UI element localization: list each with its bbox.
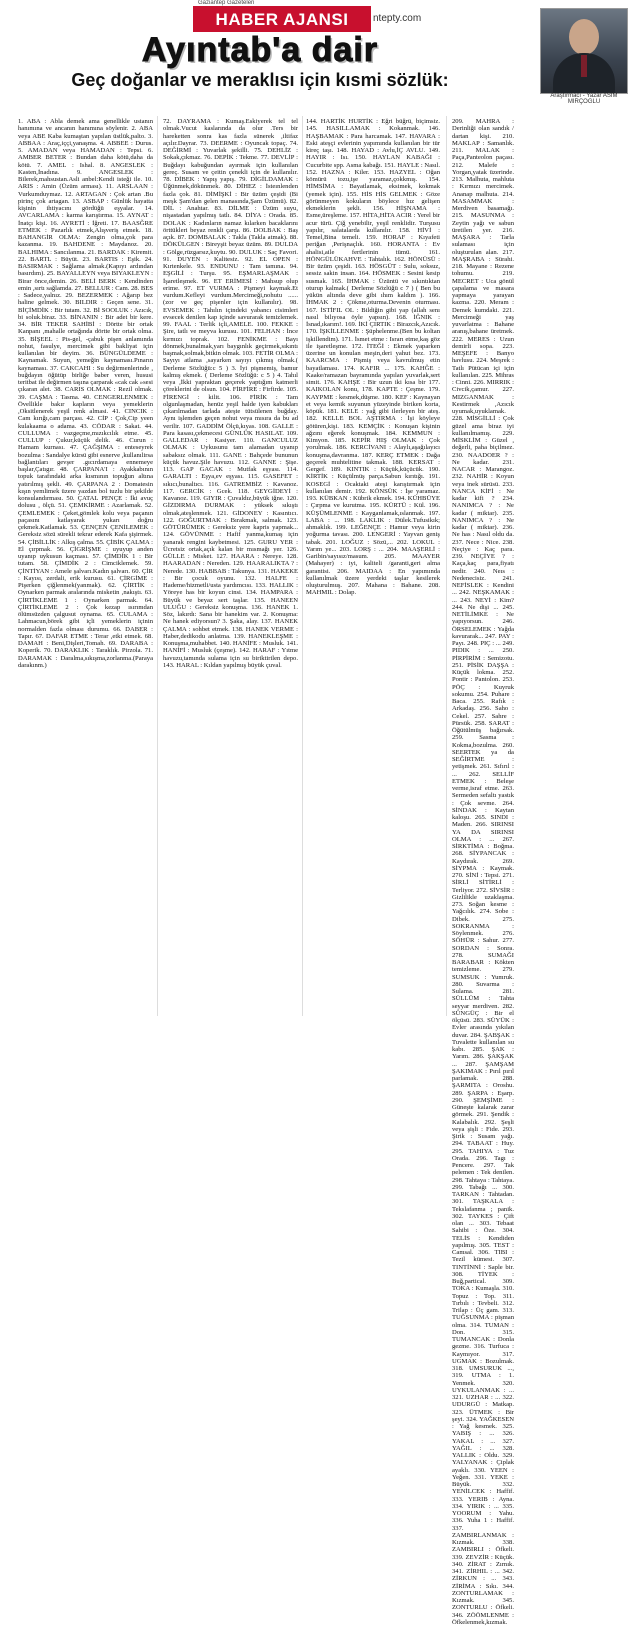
glossary-text: 144. HARTİK HURTİK : Eğri büğrü, biçimsiz. 145. HASILLAMAK : Kokanmak. 146. HAŞBAMAK : Para harcamak. 147. HAVARA : Eski ateşçi evlerinin yapımında kullanılan bir tür kireç taşı. 148. HAYAD : Avlu,İÇ AVLU. 149. HAYIR : Isı. 150. HAYLAN KABAĞI : Cucurbite spp. Asma kabağı. 151. HAYLE : Nasıl. 152. HAZNA : Kiler. 153. HAZYEL : Oğan kömürü tozu,işe yaramaz,çokkmış. 154. HİMSİMA : Bayatlamak, eksimek, kokmak (yemek için). 155. HİS HİS GELMEK : Göze görünmeyen kokuların böylece hız gelişen ekmeklerin şekli. 156. HİŞNAMA : Esme,üreşleme. 157. HİTA,HİTA ACIR : Yerel bir acur türü. Çiğ yenebilir, yeşil renklidir. Turşusu yapılır, salatalarda kullanılır. 158. HİVİ : Temel,Bina temeli. 159. HORAF : Kıyafeti periğan ,Perişnaçlık. 160. HORANTA : Ev ahalisi,aile fertlerinin tümü. 161. HÖNGÜLÜKAHVE : Tahtalık. 162. HÖNÜSÜ : Bir üzüm çeşidi. 163. HÖSGÜT : Sulu, soksuz, sessiz sakin insan. 164. HÖSMEK : Sesini kesip susmak. 165. İHMAK : Üzüntü ve sıkıntıktan oturup kalmak.( Derleme Sözlüğü c 7 ) ( Ben bu yükün altında deve gibi ıhım kaldım ). 166. İHMAK 2 : Çökme,oturma.Devenin oturması. 167. İSTİFIL OL : Bildiğin gibi yap (allah senı nasıl bilıyosa öyle yapsın). 168. İĞNIK : İsnad,ıkarım!. 169. İKİ ÇIRTIK : Birazcık,Azıcık. 170. İŞKİLLENME : Şüphelenme.(Ben bu koltan işkillendim). 171. İsmet etme : Israrı etme,kaş göz ile işaretleşme. 172. İTEĞİ : Ekmek yaparken üzerine un konulan meşin,deri yahut bez. 173. KAARCMA : Pişmiş veya kavrulmuş etin bayatlaması. 174. KAFIR ... 175. KAHĞE : Kaake/ramazan bayramında yapılan yuvarlak,sert simit. 176. KAHŞE : Bir uzun iki kısa bir 177. KAIKOLAN konu, 178. KAPTE : Çeşme. 179. KAYPME : kesmek,düşme. 180. KEF : Kaynayan et veya kemik suyunun yüzeyinde biriken korta, köpük. 181. KELE : yağ gibi ilerleyen bir ateş. 182. KELLE BOL AŞTIRMA : İşi köyleye götüren,kişi. 183. KEMÇİK : Konuşan kişinin ağzını eğerek konuşmak. 184. KEMMUN : Kimyon. 185. KEPİR HIŞ OLMAK : Çok yorulmak. 186. KERCİVANI : Alaylı,aşağılayıcı konuşma,davranma. 187. KERÇ ETMEK : Dağa geçerek muhtelitine takmak. 188. KERSAT : Gergef. 189. KINTIK : Küçük,küçücük. 190. KİRTİK : Küçülmüş parça.Sabun kırıtığı. 191. KOSEGİ : Ocaktaki ateşi karıştırmak için kullanılan demir. 192. KÖNSÜK : İşe yaramaz. 193. KÜBKAN : Kübrik ekmek. 194. KÜHBÜYE : Çırpma ve kurutma. 195. KÜRTÜ : Kül. 196. KÜŞÜMLENME : Kayganlamak,ıslanmak. 197. LABA : ... 198. LAKLIK : Dülek.Tufusikık; ahmaklık. 199. LEĞENÇE : Hamur veya kirin yoğurma tavası. 200. LENGERİ : Yayvan geniş tabak. 201. LOĞUZ : Sözü,... 202. LOKUL : Yarım ye... 203. LORŞ : ... 204. MAAŞERLİ : Garibin/sayısız/masum. 205. MAAYER (Mahayer) : iyi, kaliteli /garanti,geri alma garantisi. 206. MAIDAA : En yapımında kullanılmak üzere yerdeki taşlar kesilerek oluşturulmuş. 207. Mahana : Bahane. 208. MAHMIL : Dolap. xyxy=(306,118,440,597)
masthead xyxy=(0,0,643,104)
column-divider xyxy=(157,116,158,1016)
author-caption: Araştırmacı - Yazar ASIM MIRÇOGLU xyxy=(550,93,618,105)
page-title: Ayıntab'a dair xyxy=(141,31,379,69)
author-photo xyxy=(540,8,628,94)
glossary-text: 72. DAYRAMA : Kumaş.Eskiyerek tel tel olmak.Vucut kaslarında da olur .Ters bir hareketten sonra kas fazla sünerek ,iltifaz açılır.Dayrar. 73. DEERME : Oyuncak topaç. 74. DEĞİRMİ : Yuvarlak şekilli. 75. DEHLİZ : Sokak,çıkmaz. 76. DEPİK : Tekme. 77. DEVLİP : Buğdayı kabuğundan ayırmak için kullanılan gereç. Susam ve çeitin çenekli için de kullanılır. 78. DİBEK : Yapış yapış. 79. DİGİLDAMAK : Üğünmek,dökünmek. 80. DİHEZ : İsteınlenden fazla çok. 81. DİMİŞKİ : Bir üzüm çeşidi (Bi meşk Şam'dan gelen manasında,Şam Üzümü). 82. DİL : Anahtar. 83. DİLME : Üzüm suyu, nişastadan yapılmış tatlı. 84. DİYA : Orada. 85. DOLAK : Kadınların namaz kılarken bacaklarını örttükleri beyaz renkli çarşı. 86. DOLBAK : Baş açık. 87. DOMBALAK : Takla (Takla atmak). 88. DÖKÜLGEN : Bireyşit beyaz üzüm. 89. DULDA : Gölge,rüzgarsız,kuytu. 90. DULUK : Saç Favori. 91. DUYEN : Kalitesiz. 92. EL OPEN : Kırtenkele. 93. ENDUNU : Tam tamına. 94. EŞGİLİ : Turşu. 95. EŞMARLAŞMAK : İşaretleşmek. 96. ET ERİMESİ : Mahsup olup erime. 97. ET VURMA : Pişmeyi kaymak.Et vurdum.Kefleyi vurdum.Mercimeği,nohutu ......(zor ve geç pişenler için kullanılır). 98. EVSEMEK : Tahılın içindeki yabancı cisimleri evsecek denilen kap içinde savurarak temizlemek. 99. FAAL : Terlik içli,AMELE. 100. FEKKE : Şire, tatlı ve meyva kurusu. 101. FELHAN : İnce kırmızı toprak. 102. FENİKME : Bayı dönmek,bunalmak,yarı baygınlık geçirmek,sıkıntı başmak,solmak,bitkin olmak. 103. FETİR OLMA : Sayıyı atlama ,sayarken sayıyı çıkmış olmak.( Derleme Sözlüğü:c 5 ) 3. İyi pişmemiş, bamur kalmış ekmek. ( Derleme Sözlüğü: c 5 ) 4. Tahıl veya ,İkki yapraktan geçerek yaptığım katmerli çöreklerini de olsun. 104. FİRFİRE : Firfirde. 105. FİRENGİ : kilit. 106. FİRİK : Tam olgunlaşmadan, henüz yeşil halde iyen kabukları çıkarılmadan tarlada ateşte tütsülenen buğday. Aynı işlemden geçen nohut veya mısıra da bu ad verilir. 107. GADDİM Ölçü,kıyas. 108. GALLE : Para kasası,çekmecesi GÜNLÜK HASILAT. 109. GALLEDAR : Kasiyer. 110. GANCULUZ OLMAK : Uykusunu tam alamadan uyanıp sabaksız olmak. 111. GANE : Bahçede bununun küçük havuz.Şile havuzu. 112. GANNE : Şişe. 113. GAP GACAK : Mutfak eşyası. 114. GARALTI : Eşya,ev eşyası. 115. GASEFET : sıkıcı,bunaltıcı. 116. GATREMBİZ : Kavanoz. 117. GERCİK : Gcek. 118. GEYGİDEYİ : Kavanoz. 119. GIYIR : Çuvaldız,büyük iğne. 120. GİZDIRMA DURMAK : yüksek sıkıştı olmak,ateşlenmek. 121. GİDONEY : Kasıntıcı. 122. GOĞURTMAK : Bırakmak, salmak. 123. GÖTÜRÜMEK : Gereksiz yere kapris yapmak... 124. GÖVÜNME : Hafif yanma,kumaş için yanarak rengini kaybetmesi. 125. GURU YER : Ücretsiz ortak,açık kalan bir mısmağı yer. 126. GÜLLE : Misket. 127. HAARA : Nereye. 128. HAARADAN : Nereden. 129. HAARALIKTA ? : Nerede. 130. HABBAB : Takunya. 131. HAKEKE : Bir çocuk oyunu. 132. HALFE : Hademe/hizmetli/usta yardımcısı. 133. HALLIK : Yöreye has bir koyun cinsi. 134. HAMPARA : Büyük ve beyaz sert taşlar. 135. HANEEN ULUĞU : Gereksiz konuşma. 136. HANEK 1. Söz, lakırdı: Sana bir hanekim var. 2. Konuşma: Ne hanek ediyorsun? 3. Şaka, alay. 137. HANEK ÇALMA : sohbet etmek. 138. HANEK VERME : Haber,dedikodu anlatma. 139. HANEKLEŞME : Konuşma,muhabbet. 140. HANİFE : Musluk. 141. HANİFİ : Musluk (çeşme). 142. HARAF : Yıtme havuzu,tamında sulama için su biriktirilen depo. 143. HARAL : Kıldan yapılmış büyük çuval. xyxy=(163,118,298,669)
glossary-text: 1. ABA : Abla demek ama genellikle ustanın hanımına ve ancanın hanımına söylenir. 2. ABA veya ABE Kaba kumaştan yapılan üstlük,palto. 3. ABBAA : Araç,iççi,yanaşma. 4. ABBEE : Durus. 5. AMADAN veya HAMADAN : Tepsi. 6. AMBER BETER : Bundan daha kötü,daha da kötü. 7. AMEL : Ishal. 8. ANGESLEK : Kasten,İnadına. 9. ANGESLEK : Bilerek,mahsustan.Asli anbel:Kendi isteği ile. 10. ARIS : Amin (Üzüm arması). 11. ARSLAAN : Vurkumduymaz. 12. ARTAGAN : Çok artan .Bu pirinç çok artagan. 13. ASBAP : Günlük hayatta kişinin ihtiyacını gördüğü eşyalar. 14. AVCARLAMA : karma karıştırma. 15. AYNAT : İnatçı kişi. 16. AYRETİ : İğreti. 17. BAASĞRE ETMEK : Pazarlık etmek,Alışveriş etmek. 18. BAHANGİR OLMA: Zengin olma,çok para kazanma. 19. BAHDENE : Maydanoz. 20. BALHIMA : Sancılanma. 21. BARDAK : Kiremit. 22. BARTL : Büyüt. 23. BARTIS : Eşik. 24. BASIRMAK : Sağlama almak.(Kapıyı ardından basırdım). 25. BAYALLEYN veya BIYAKLEYN : Birar önce,demin. 26. BELİ BERK : Kendinden emin ,sırtı sağlamda. 27. BELLUR : Cam. 28. BES : Sadece,yalnız. 29. BEZERMEK : Ağarıp bez haline gelmek. 30. BILDIR : Geçen sene. 31. BİÇİMDİK : Bir tutam. 32. Bİ SOOLUK : Azıcık, bi soluk.biraz. 33. BİNANIN : Bir adet bir kere. 34. BİR TEKER SAHİBİ : Dörtte bir ortak Kanpanı ,mahalle ortağında dörtte bir ortak olma. 35. BİŞEEL : Pis-gel, -çabuk pişen anlamında nohut, fasulye, mercimek gibi bakliyat için kullanılan bir deyim. 36. BÜNGÜLDEME : Kaynamak. Suyun, yemeğin kaynaması.Pınarın kaynaması. 37. CAKCAHI : Su değirmenlerinde , buğdayın öğütüp birliğe baber veren, hususi teritbat ile değirmen taşına çarparak «cak cak »sesi çıkaran alet. 38. CARIS OLMAK : Rezil olmak. 39. CAŞMA : Tasma. 40. CENGERLENMEK : Övellikle bakır kapların veya yemeklerin ,Oksitlenerek yeşil renk almasi. 41. CINCIK : Cam kırığı,cam parçası. 42. CİP : Çok,Cip yeen kulakaama o adama. 43. CÖDAR : Sakat. 44. CULLUMA : vazgeçme,mızıkcılık etme. 45. CULLUP : Çukur,küçük delik. 46. Curun : Hamam kurnası. 47. ÇAĞŞIMA : enteseyrek bozulma : Sandalye kürsü gibi esnerve ,kullanılirsa bağlantıları gevşer .gıcırdamaya ennemeye başlar,Çatıgır. 48. ÇARPANA'I : Ayakkabının topuk tarafındaki arka kısmının topuğun altına yatırılmış şekli. 49. ÇARPANA 2 : Domatesin kışın yemlimek üzere yazdan bol tuzlu bir şekilde konsulandırması. 50. ÇATAL PENÇE : İki avuç dolusu , ölçü. 51. ÇEMKİRME : Azarlamak. 52. ÇEMLEMEK : Çeket,gömlek kolu veya paçanın paçasını katlayarak yukarı doğru çekmek.Katlamak. 53. ÇENÇEN ÇENİLEMEK : Gereksiz sözü sürekli tekrar ederek Kafa şişirmek. 54. ÇİBİLLİK : Alkış çalma. 55. ÇİBİK ÇALMA : El çırpmak. 56. ÇİGRİŞME : uyuyup anden uyanıp uykusun kaçması. 57. ÇİMDİK 1 : Bir tutam. 58. ÇİMDİK 2 : Cimciklemek. 59. ÇİNTİYAN : Amele şalvarı.Kadın şalvarı. 60. ÇİR : Kayısı, zerdali, erik kurusu. 61. ÇİRGİME : Pişerken çiğlenmek(yanmak). 62. ÇİRTİK : Oynarken parmak aralarında misketin ,nakıştı. 63. ÇİRTİKLEME 1 : Oynarken parmak. 64. ÇİRTİKLEME 2 : Çok kezap ısırımdan ölümsüzden çalgusut oynama. 65. CULAMA : Lahmacun,börek gibi içli yemeklerin içinin normalden fazla olması durumu. 66. DABER : Tapır. 67. DAFAR ETME : Terar ,etki etmek. 68. DAMAH : Beni,Dişleri,Tomah. 69. DARABA : Koperik. 70. DARAKLIK : Taraklık. Pirzola. 71. DARAMAK : Daralma,sıkışma,zorlanma.(Paraya darakınm.) xyxy=(18,118,153,669)
glossary-column-3 xyxy=(306,118,440,1016)
glossary-column-1 xyxy=(18,118,153,1016)
glossary-column-2 xyxy=(163,118,298,1016)
author-tie xyxy=(581,55,587,77)
author-head xyxy=(569,19,599,55)
page-subtitle: Geç doğanlar ve meraklısı için kısmi sözlük: xyxy=(71,70,449,90)
glossary-column-4 xyxy=(452,118,514,1626)
column-divider xyxy=(302,116,303,1016)
column-divider xyxy=(446,116,447,1016)
brand-logo[interactable]: HABER AJANSI xyxy=(193,6,371,32)
brand-url[interactable]: ntepty.com xyxy=(373,13,422,24)
brand-tagline: Gaziantep Gazeteleri xyxy=(198,0,255,6)
glossary-text: 209. MAHRA : Derinliği olan sandık / dartan kişi. 210. MAKLAP : Samanlık. 211. MALAK : Paça,Panteolon paçası. 212. Malefe : Yorgan,yatak üzerinde. 213. Malhuta, mahluta : Kırmızı mercimek. Ananap malhuta. 214. MASAMMAK : Merdiven basamağı. 215. MASUNMA : Zeytin yağı ve sabun üretilen yer. 216. MAŞARA : Tarla sulaması için oluşturulan alan. 217. MAŞRABA : Sürahi. 218. Mayane : Rezene tohumu. 219. MECRET : Uca gönül çapalama ve masara yapmaya yarayan kazma. 220. Meram : Demek kumdaki. 221. Mercimeği yaş yuvarlatma : Bahane aranış,bahane üretmek. 222. MERES : Uzun demirli sopa. 223. MEŞEFE : Banyo havlusu. 224. Meşrek : Tatlı Pütücan içi için kullanılan. 225. Mihras : Cinni. 226. MIRRIK : Civcik,çamur. 227. MIZGANMAK : Kestirmek ,Azıcık uyumak,uyuklamak. 228. MİSGİLLİ : Çok güzel ama biraz iyi kullanılmamış. 229. MİSKLİM : Güzel , değerli, paha biçilmez. 230. NAADOER ? : Ne kadar. 231. NACAR : Marangoz. 232. NAHİR : Koyun veya inek sürüsü. 233. NANCA KİFİ : Ne kadar kifi ? 234. NANIMCA ? : Ne kadar ( miktar). 235. NANIMCA ? : Ne kadar ( miktar). 236. Ne has : Nasıl oldu da. 237. Nece : Nice. 238. Neçiye : Kaç para. 239. NEÇİYE ? : Kaça,kaç para,fiyatı nedir. 240. Neıs : Nedenecisiz. 241. NEFİSLEK : Kendini ... 242. NEŞKAMAK : ... 243. NEYİ : Kim? 244. Ne dişi ... 245. NETİLİMKE : Ne yapıyorsun. 246. ÖRSELEMEK : Yağda kavurarak... 247. PAY : Payı. 248. PIÇ : ... 249. PIDIK : ... 250. PİRPİRİM : Semizotu. 251. PİSİK DAŞŞA : Küçük lokma. 252. Pontir : Pantolon. 253. PÖÇ : Kuyruk sokumu. 254. Puhare : Baca. 255. Rafık : Arkadaş. 256. Saho : Cekel. 257. Sahre : Pürsük. 258. SARAT : Öğütülmüş bağırsak. 259. Sasma : Kokma,bozulma. 260. SEERTEK ya da SEĞİRTME : yetişmek. 261. Sıfırıl : ... 262. SELLİF ETMEK : Beleşe verme,israf etme. 263. Sermeden sefaltı yastık : Çok sevme. 264. SİNDAK : Kaytan kaloşu. 265. SINDI : Maden. 266. SIRINSI YA DA SIRINSI OLMA : ... 267. SİRKTİMA : Boğma. 268. SİYPANCAK : Kaydırak. 269. SİYPMA : Kaymak. 270. SİNİ : Tepsi. 271. SİRLİ SİTİRLİ : Terliyor. 272. SİVSİR : Gizlilikle uzaklaşma. 273. Soğan kesme : Yağcılık. 274. Sobe : Dibek. 275. SOKRANMA : Söylenmek. 276. SÖHÜR : Sahur. 277. SORDAN : Sonra. 278. SUMAĞI BARABAR : Kökten temizleme. 279. SUMSUK : Yumruk. 280. Suvarma : Sulama. 281. SÜLLÜM : Tahta seyyar merdiven. 282. SÜNGÜÇ : Bir el ölçüsü. 283. SÜYÜK : Evler arasında yıkılan duvar. 284. ŞABŞAK : Tuvalette kullanılan su kabı. 285. ŞAK : Yarım. 286. ŞAKŞAK ... 287. ŞAMŞAM ŞAKIMAK : Pırıl pırıl parlamak. 288. ŞARMITA : Oroshu. 289. ŞARPA : Eşarp. 290. ŞEMŞİME : Güneşte kalarak zarar görmek. 291. Şendik : Kalabalık. 292. Şeşli veya şişli : Fide. 293. Şirik : Susam yağı. 294. TABAAT : Huy. 295. TAHIYA : Tuz Orada. 296. Tagı : Pencere. 297. Tak pelemen : Tek denilen. 298. Tahtaya : Tahtaya. 299. Tabağı ... 300. TARKAN : Tahtadan. 301. TAŞKALA : Tekslafanma ; panik. 302. TAYKES : Çift olan ... 303. Tebaat Sahibi : Öze. 304. TELİS : Kendiden yapılmış. 305. TEST : Camsal. 306. TIBI : Tezil kümesi. 307. TINTİNNİ : Saple bir. 308. TİYEK : Buğ,partical. 309. TOKA : Kumaşla. 310. Topuz : Top. 311. Tırbılı : Tevbeli. 312. Trilap : Üç gam. 313. TUĞSUNMA : pişman olma. 314. TUMAN : Don. 315. TUMANCAK : Donla gezme. 316. Turfuca : Kaymıyor. 317. UGMAK : Bozulmak. 318. UMSURUK ..., 319. UTMA : 1. Yenmek. 320. UYKULANMAK : ... 321. UZHAR : ... 322. UDURGÜ : Matkap. 323. ÜTMEK : Bir şeyi. 324. YAĞKESEN : Yağ kesmek. 325. YABIŞ : ... 326. YAKAL : ... 327. YAĞIL : ... 328. YALLIK : Oldu. 329. YALYANAK : Çiplak ayaklı. 330. YEEN : Yeğen. 331. YEKE : Büyük. 332. YENİLCEK : Haffif. 333. YERIB : Ayna. 334. YIRIK : ... 335. YOORUM : Yahu. 336. Yuha 1 : Haffif. 337. ZAMBIRLANMAK : Kızmak. 338. ZAMBIRLI : Öfkeli. 339. ZEVZİR : Küçük. 340. ZİRAT : Zırnık. 341. ZİRHIL : ... 342. ZİRKUN : ... 343. ZİRİMA : Sıkı. 344. ZONTURLAMAK : Kızmak. 345. ZONTURLU : Öfkeli. 346. ZÖÖMLENME : Öfkelenmek,kızmak. xyxy=(452,118,514,1626)
